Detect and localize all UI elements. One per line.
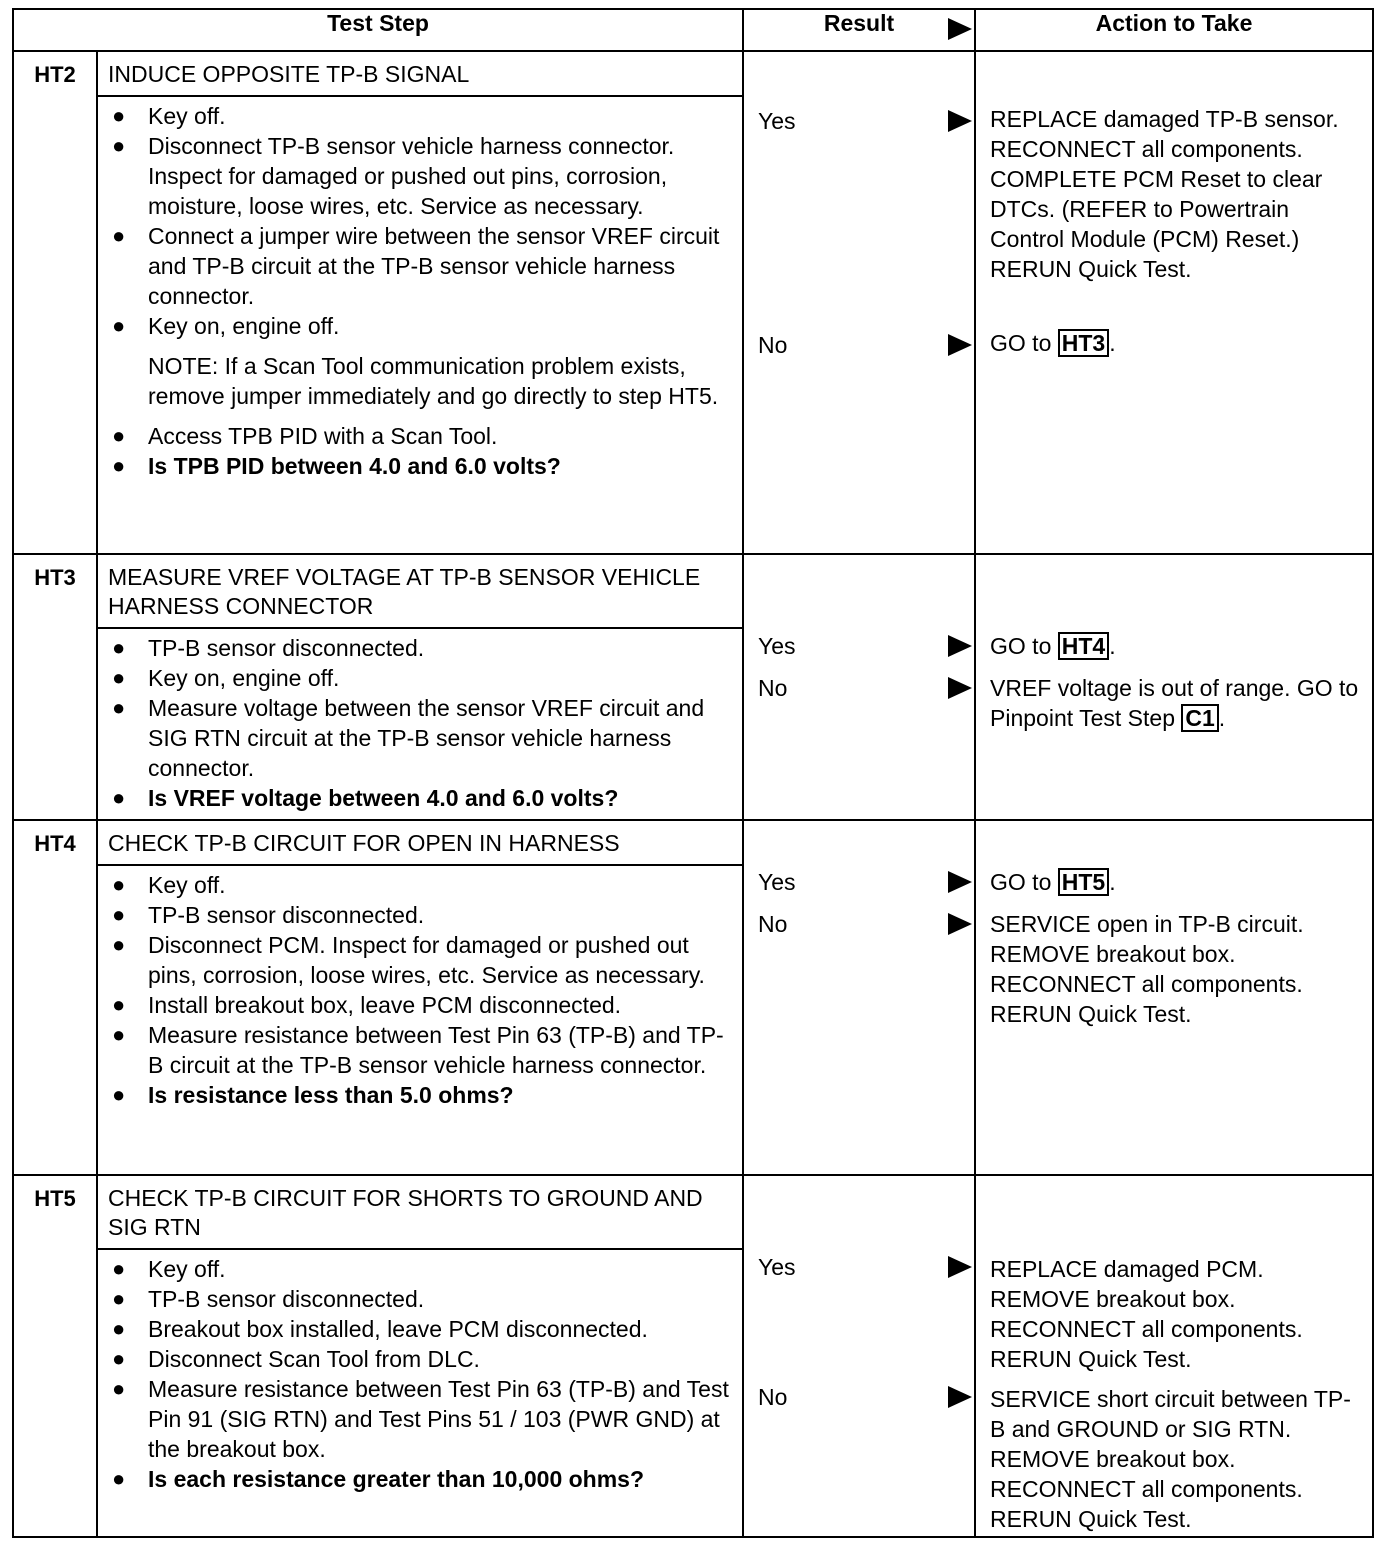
diagnostic-procedure-sheet: [12, 8, 1372, 1538]
bullet-icon: ●: [112, 992, 126, 1017]
action-text: GO to: [990, 633, 1052, 659]
action-yes: REPLACE damaged PCM. REMOVE breakout box. RECONNECT all components. RERUN Quick Test.: [990, 1256, 1303, 1372]
list-item: ● Key on, engine off.: [112, 313, 340, 339]
result-arrow-icon: [948, 110, 972, 132]
bullet-icon: ●: [112, 1376, 126, 1401]
result-cell: [743, 554, 975, 820]
header-action: Action to Take: [975, 9, 1373, 51]
action-cell: [975, 820, 1373, 1175]
result-no: No: [758, 911, 788, 937]
action-no: [990, 328, 1364, 358]
bullet-icon: ●: [112, 635, 126, 660]
bullet-icon: ●: [112, 133, 126, 158]
action-text: .: [1218, 705, 1226, 731]
step-checklist: [98, 101, 738, 341]
result-arrow-icon: [948, 913, 972, 935]
bullet-icon: ●: [112, 1286, 126, 1311]
step-question: ● Is each resistance greater than 10,000 ohms?: [112, 1466, 645, 1492]
step-ht2-title-row: [13, 51, 1373, 96]
result-yes: Yes: [758, 869, 796, 895]
step-checklist: [98, 633, 738, 813]
header-result-label: Result: [823, 10, 895, 36]
list-item: ● Disconnect Scan Tool from DLC.: [112, 1346, 480, 1372]
result-arrow-icon: [948, 1386, 972, 1408]
bullet-icon: ●: [112, 932, 126, 957]
list-item: ● Disconnect PCM. Inspect for damaged or pushed out pins, corrosion, loose wires, etc. Service as necessary.: [112, 932, 705, 988]
step-checklist: [98, 1254, 738, 1494]
result-yes: Yes: [758, 1254, 796, 1280]
step-id: HT4: [13, 820, 97, 1175]
action-cell: [975, 51, 1373, 554]
bullet-icon: ●: [112, 423, 126, 448]
step-id: HT3: [13, 554, 97, 820]
test-step-table: [12, 8, 1374, 1538]
step-question: ● Is resistance less than 5.0 ohms?: [112, 1082, 514, 1108]
step-reference-link[interactable]: C1: [1181, 704, 1218, 732]
action-yes: [990, 631, 1364, 661]
header-test-step: Test Step: [13, 9, 743, 51]
step-body: [97, 865, 743, 1175]
list-item: ● TP-B sensor disconnected.: [112, 635, 425, 661]
step-id: HT2: [13, 51, 97, 554]
step-reference-link[interactable]: HT3: [1058, 329, 1109, 357]
bullet-icon: ●: [112, 1316, 126, 1341]
action-text: VREF voltage is out of range. GO to Pinpoint Test Step: [990, 675, 1359, 731]
list-item: ● Measure voltage between the sensor VREF circuit and SIG RTN circuit at the TP-B sensor vehicle harness connector.: [112, 695, 705, 781]
bullet-icon: ●: [112, 1256, 126, 1281]
list-item: ● TP-B sensor disconnected.: [112, 902, 425, 928]
action-yes: [990, 867, 1364, 897]
result-no: No: [758, 1384, 788, 1410]
list-item: ● Disconnect TP-B sensor vehicle harness connector. Inspect for damaged or pushed out pins, corrosion, moisture, loose wires, etc. Service as necessary.: [112, 133, 675, 219]
bullet-icon: ●: [112, 1466, 126, 1491]
action-no: SERVICE short circuit between TP-B and GROUND or SIG RTN. REMOVE breakout box. RECONNECT all components. RERUN Quick Test.: [990, 1386, 1351, 1532]
step-question: ● Is TPB PID between 4.0 and 6.0 volts?: [112, 453, 561, 479]
bullet-icon: ●: [112, 1022, 126, 1047]
bullet-icon: ●: [112, 313, 126, 338]
bullet-icon: ●: [112, 785, 126, 810]
list-item: ● Measure resistance between Test Pin 63 (TP-B) and TP-B circuit at the TP-B sensor vehicle harness connector.: [112, 1022, 724, 1078]
list-item: ● Key on, engine off.: [112, 665, 340, 691]
action-text: GO to: [990, 330, 1052, 356]
result-yes: Yes: [758, 633, 796, 659]
action-text: GO to: [990, 869, 1052, 895]
action-text: .: [1109, 869, 1116, 895]
action-yes: REPLACE damaged TP-B sensor. RECONNECT all components. COMPLETE PCM Reset to clear DTCs. (REFER to Powertrain Control Module (PCM) Reset.) RERUN Quick Test.: [990, 106, 1339, 282]
list-item: ● Connect a jumper wire between the sensor VREF circuit and TP-B circuit at the TP-B sensor vehicle harness connector.: [112, 223, 720, 309]
result-cell: [743, 1175, 975, 1537]
action-text: .: [1109, 330, 1116, 356]
result-no: No: [758, 675, 788, 701]
step-id: HT5: [13, 1175, 97, 1537]
bullet-icon: ●: [112, 872, 126, 897]
list-item: ● TP-B sensor disconnected.: [112, 1286, 425, 1312]
bullet-icon: ●: [112, 453, 126, 478]
action-cell: [975, 1175, 1373, 1537]
bullet-icon: ●: [112, 223, 126, 248]
step-checklist: [98, 421, 738, 481]
list-item: ● Key off.: [112, 872, 226, 898]
bullet-icon: ●: [112, 665, 126, 690]
result-cell: [743, 820, 975, 1175]
action-no: [990, 673, 1364, 733]
bullet-icon: ●: [112, 103, 126, 128]
result-arrow-icon: [948, 334, 972, 356]
result-arrow-icon: [948, 635, 972, 657]
result-no: No: [758, 332, 788, 358]
step-reference-link[interactable]: HT5: [1058, 868, 1109, 896]
result-arrow-icon: [948, 677, 972, 699]
step-title: CHECK TP-B CIRCUIT FOR SHORTS TO GROUND AND SIG RTN: [97, 1175, 743, 1249]
step-ht5-title-row: [13, 1175, 1373, 1249]
step-title: CHECK TP-B CIRCUIT FOR OPEN IN HARNESS: [97, 820, 743, 865]
bullet-icon: ●: [112, 1346, 126, 1371]
list-item: ● Key off.: [112, 103, 226, 129]
step-title: MEASURE VREF VOLTAGE AT TP-B SENSOR VEHICLE HARNESS CONNECTOR: [97, 554, 743, 628]
step-body: [97, 96, 743, 554]
list-item: ● Key off.: [112, 1256, 226, 1282]
step-ht3-title-row: [13, 554, 1373, 628]
step-body: [97, 1249, 743, 1537]
result-arrow-icon: [948, 871, 972, 893]
step-reference-link[interactable]: HT4: [1058, 632, 1109, 660]
bullet-icon: ●: [112, 902, 126, 927]
action-cell: [975, 554, 1373, 820]
action-no: SERVICE open in TP-B circuit. REMOVE breakout box. RECONNECT all components. RERUN Quick Test.: [990, 911, 1304, 1027]
step-ht4-title-row: [13, 820, 1373, 865]
bullet-icon: ●: [112, 1082, 126, 1107]
table-header-row: [13, 9, 1373, 51]
result-yes: Yes: [758, 108, 796, 134]
step-body: [97, 628, 743, 820]
list-item: ● Access TPB PID with a Scan Tool.: [112, 423, 498, 449]
result-arrow-icon: [948, 18, 972, 40]
action-text: .: [1109, 633, 1116, 659]
list-item: ● Install breakout box, leave PCM disconnected.: [112, 992, 622, 1018]
list-item: ● Measure resistance between Test Pin 63 (TP-B) and Test Pin 91 (SIG RTN) and Test Pins 51 / 103 (PWR GND) at the breakout box.: [112, 1376, 729, 1462]
step-note: NOTE: If a Scan Tool communication problem exists, remove jumper immediately and go directly to step HT5.: [148, 353, 719, 409]
bullet-icon: ●: [112, 695, 126, 720]
result-cell: [743, 51, 975, 554]
step-title: INDUCE OPPOSITE TP-B SIGNAL: [97, 51, 743, 96]
result-arrow-icon: [948, 1256, 972, 1278]
list-item: ● Breakout box installed, leave PCM disconnected.: [112, 1316, 648, 1342]
header-result: [743, 9, 975, 51]
step-question: ● Is VREF voltage between 4.0 and 6.0 volts?: [112, 785, 619, 811]
step-checklist: [98, 870, 738, 1110]
